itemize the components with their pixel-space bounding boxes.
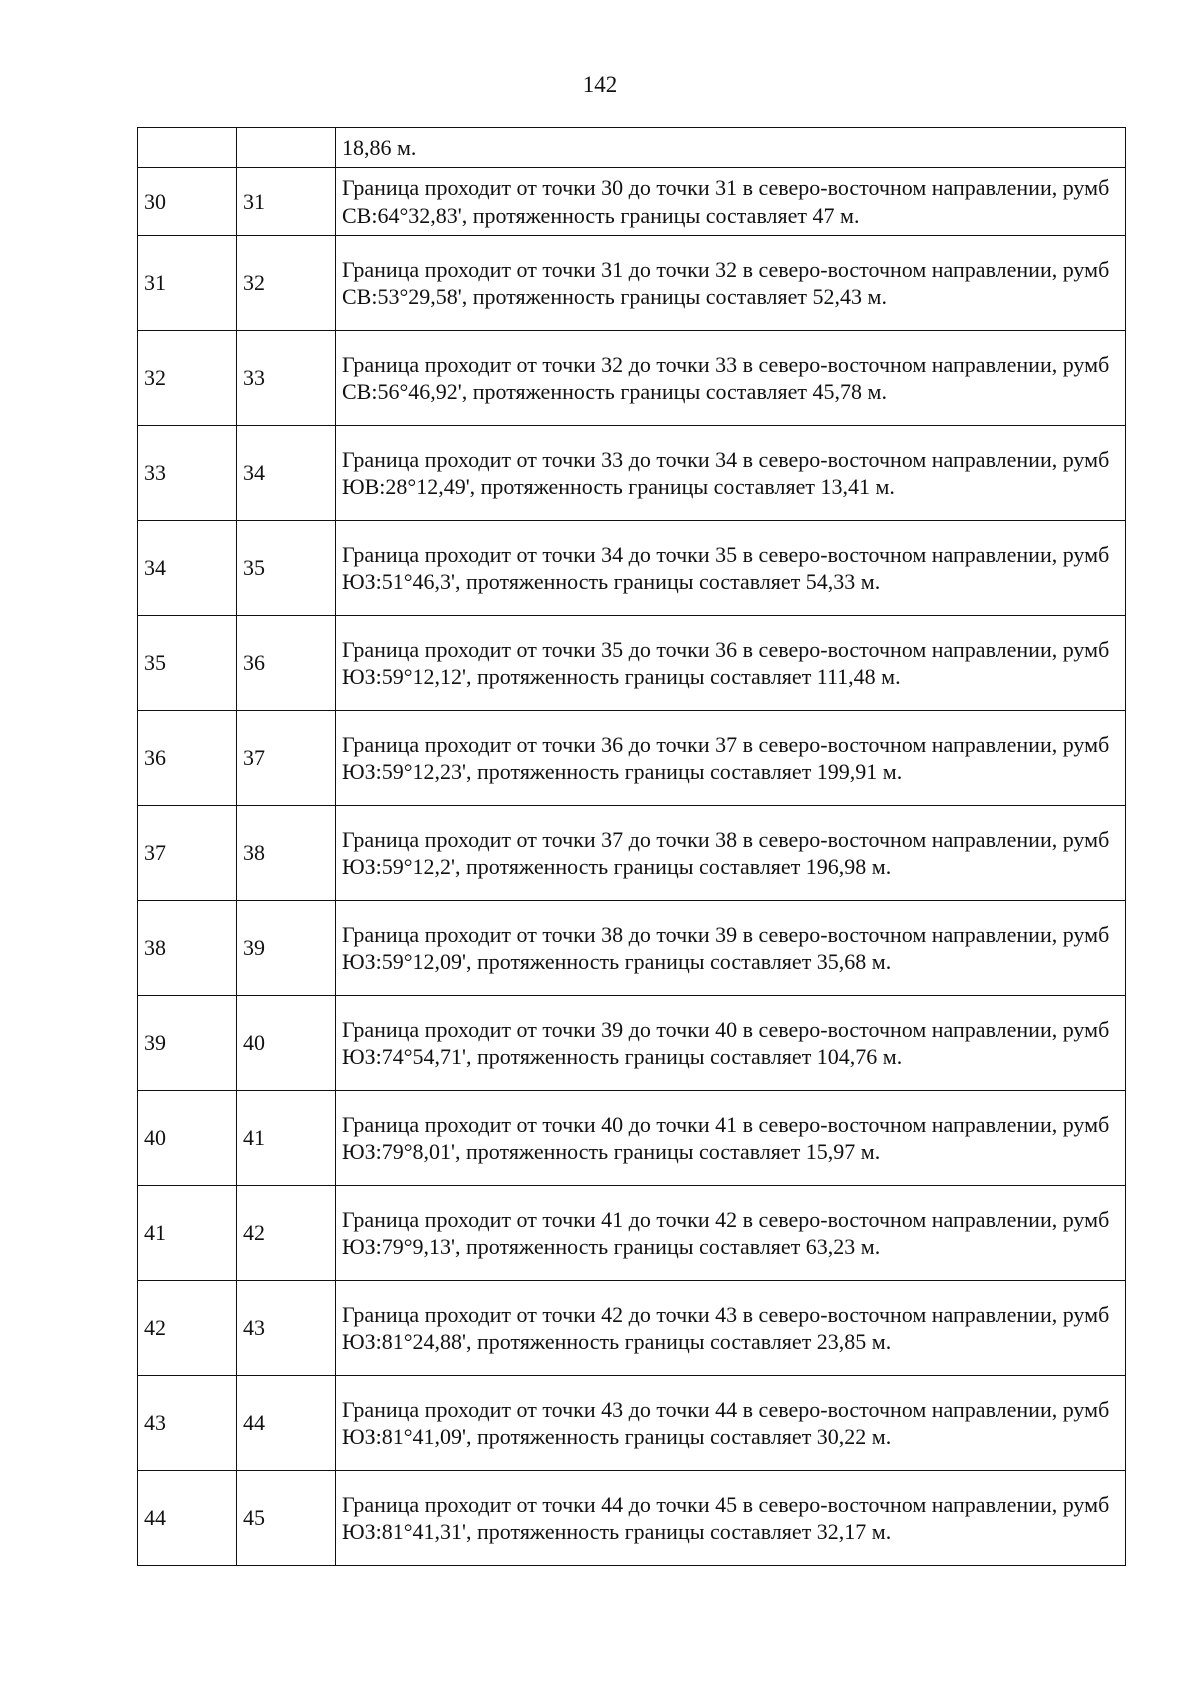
description-cell: Граница проходит от точки 38 до точки 39 в северо-восточном направлении, румб ЮЗ:59°12,09', протяженность границы составляет 35,68 м. xyxy=(336,901,1126,996)
table-row xyxy=(138,1186,1126,1281)
to-point-cell xyxy=(237,128,336,168)
to-point-cell: 39 xyxy=(237,901,336,996)
boundary-table-body xyxy=(138,128,1126,1566)
to-point-cell: 44 xyxy=(237,1376,336,1471)
table-row xyxy=(138,996,1126,1091)
page-number: 142 xyxy=(582,72,618,97)
description-cell: 18,86 м. xyxy=(336,128,1126,168)
from-point-cell: 39 xyxy=(138,996,237,1091)
from-point-cell xyxy=(138,128,237,168)
from-point-cell: 41 xyxy=(138,1186,237,1281)
to-point-cell: 34 xyxy=(237,426,336,521)
from-point-cell: 35 xyxy=(138,616,237,711)
to-point-cell: 31 xyxy=(237,168,336,236)
to-point-cell: 43 xyxy=(237,1281,336,1376)
table-row xyxy=(138,1376,1126,1471)
to-point-cell: 35 xyxy=(237,521,336,616)
description-cell: Граница проходит от точки 31 до точки 32 в северо-восточном направлении, румб СВ:53°29,58', протяженность границы составляет 52,43 м. xyxy=(336,236,1126,331)
description-cell: Граница проходит от точки 40 до точки 41 в северо-восточном направлении, румб ЮЗ:79°8,01', протяженность границы составляет 15,97 м. xyxy=(336,1091,1126,1186)
table-row xyxy=(138,168,1126,236)
table-row xyxy=(138,1281,1126,1376)
from-point-cell: 36 xyxy=(138,711,237,806)
from-point-cell: 38 xyxy=(138,901,237,996)
description-cell: Граница проходит от точки 42 до точки 43 в северо-восточном направлении, румб ЮЗ:81°24,88', протяженность границы составляет 23,85 м. xyxy=(336,1281,1126,1376)
table-row xyxy=(138,711,1126,806)
description-cell: Граница проходит от точки 37 до точки 38 в северо-восточном направлении, румб ЮЗ:59°12,2', протяженность границы составляет 196,98 м. xyxy=(336,806,1126,901)
table-row xyxy=(138,616,1126,711)
to-point-cell: 40 xyxy=(237,996,336,1091)
to-point-cell: 37 xyxy=(237,711,336,806)
boundary-table xyxy=(137,127,1126,1566)
from-point-cell: 42 xyxy=(138,1281,237,1376)
to-point-cell: 38 xyxy=(237,806,336,901)
from-point-cell: 32 xyxy=(138,331,237,426)
description-cell: Граница проходит от точки 30 до точки 31 в северо-восточном направлении, румб СВ:64°32,83', протяженность границы составляет 47 м. xyxy=(336,168,1126,236)
description-cell: Граница проходит от точки 36 до точки 37 в северо-восточном направлении, румб ЮЗ:59°12,23', протяженность границы составляет 199,91 м. xyxy=(336,711,1126,806)
table-row xyxy=(138,426,1126,521)
description-cell: Граница проходит от точки 33 до точки 34 в северо-восточном направлении, румб ЮВ:28°12,49', протяженность границы составляет 13,41 м. xyxy=(336,426,1126,521)
table-row xyxy=(138,331,1126,426)
table-row xyxy=(138,521,1126,616)
table-row xyxy=(138,901,1126,996)
from-point-cell: 43 xyxy=(138,1376,237,1471)
table-row xyxy=(138,1471,1126,1566)
from-point-cell: 44 xyxy=(138,1471,237,1566)
description-cell: Граница проходит от точки 32 до точки 33 в северо-восточном направлении, румб СВ:56°46,92', протяженность границы составляет 45,78 м. xyxy=(336,331,1126,426)
description-cell: Граница проходит от точки 34 до точки 35 в северо-восточном направлении, румб ЮЗ:51°46,3', протяженность границы составляет 54,33 м. xyxy=(336,521,1126,616)
from-point-cell: 33 xyxy=(138,426,237,521)
from-point-cell: 31 xyxy=(138,236,237,331)
table-row xyxy=(138,1091,1126,1186)
description-cell: Граница проходит от точки 39 до точки 40 в северо-восточном направлении, румб ЮЗ:74°54,71', протяженность границы составляет 104,76 м. xyxy=(336,996,1126,1091)
from-point-cell: 37 xyxy=(138,806,237,901)
from-point-cell: 34 xyxy=(138,521,237,616)
description-cell: Граница проходит от точки 35 до точки 36 в северо-восточном направлении, румб ЮЗ:59°12,12', протяженность границы составляет 111,48 м. xyxy=(336,616,1126,711)
description-cell: Граница проходит от точки 43 до точки 44 в северо-восточном направлении, румб ЮЗ:81°41,09', протяженность границы составляет 30,22 м. xyxy=(336,1376,1126,1471)
table-row xyxy=(138,236,1126,331)
table-row xyxy=(138,806,1126,901)
description-cell: Граница проходит от точки 41 до точки 42 в северо-восточном направлении, румб ЮЗ:79°9,13', протяженность границы составляет 63,23 м. xyxy=(336,1186,1126,1281)
to-point-cell: 41 xyxy=(237,1091,336,1186)
table-row xyxy=(138,128,1126,168)
to-point-cell: 36 xyxy=(237,616,336,711)
from-point-cell: 40 xyxy=(138,1091,237,1186)
to-point-cell: 33 xyxy=(237,331,336,426)
to-point-cell: 32 xyxy=(237,236,336,331)
description-cell: Граница проходит от точки 44 до точки 45 в северо-восточном направлении, румб ЮЗ:81°41,31', протяженность границы составляет 32,17 м. xyxy=(336,1471,1126,1566)
to-point-cell: 45 xyxy=(237,1471,336,1566)
from-point-cell: 30 xyxy=(138,168,237,236)
to-point-cell: 42 xyxy=(237,1186,336,1281)
